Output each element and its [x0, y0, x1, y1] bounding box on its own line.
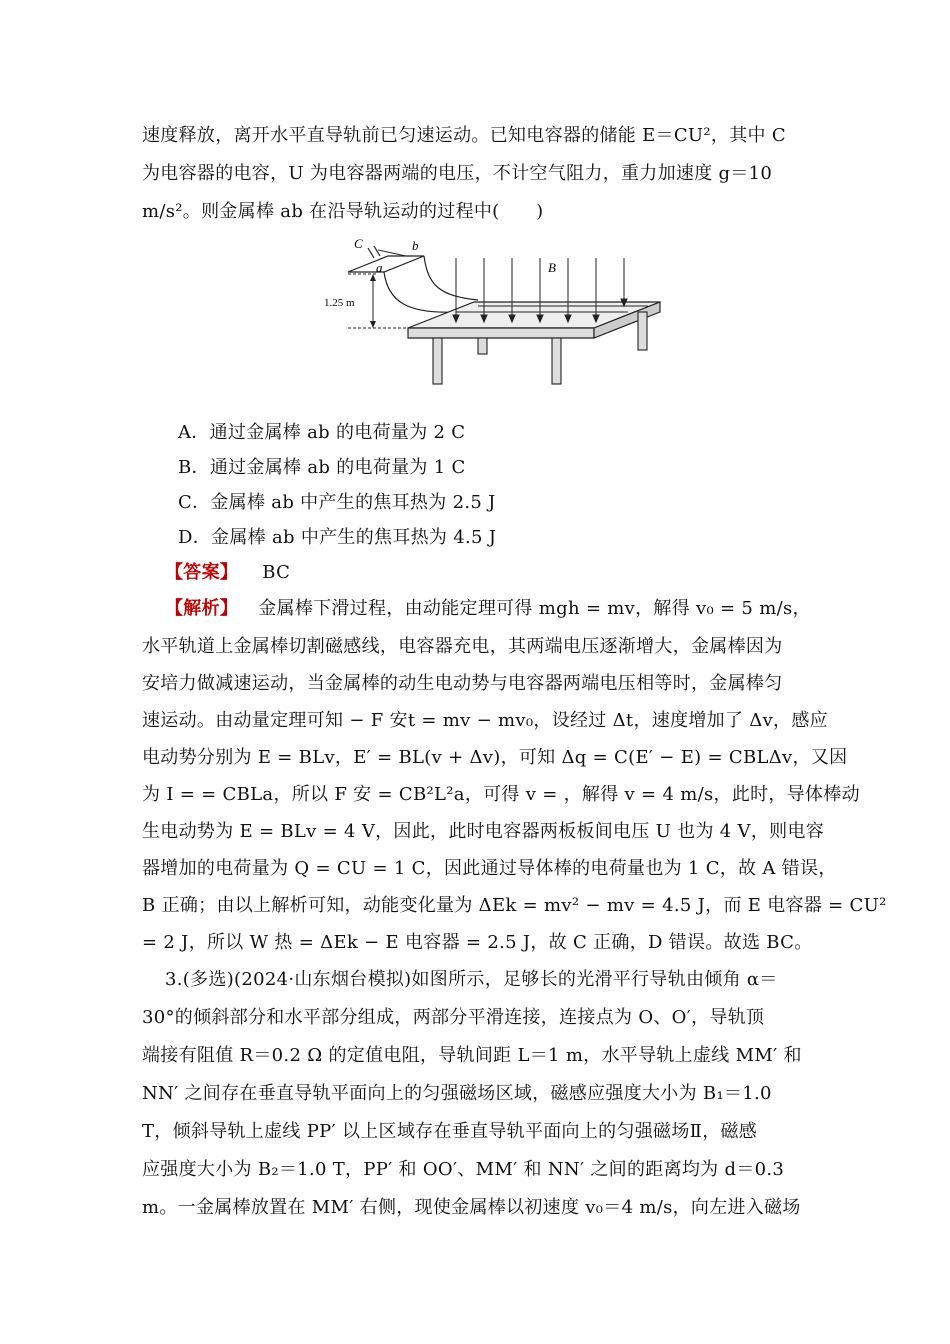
curved-track-back: [424, 256, 478, 300]
analysis-tag: 【解析】: [165, 598, 239, 619]
analysis-line-6: 为 I = = CBLa，所以 F 安 = CB²L²a，可得 v = ，解得 v = 4 m/s，此时，导体棒动: [142, 784, 860, 805]
analysis-line-7: 生电动势为 E = BLv = 4 V，因此，此时电容器两板板间电压 U 也为 4 V，则电容: [142, 821, 825, 842]
table-leg-4: [638, 312, 647, 350]
intro-line-1: 速度释放，离开水平直导轨前已匀速运动。已知电容器的储能 E＝CU²，其中 C: [142, 125, 786, 146]
height-arrow-head-down: [370, 321, 376, 328]
capacitor-plate-2: [374, 246, 380, 256]
question3-line-2: 30°的倾斜部分和水平部分组成，两部分平滑连接，连接点为 O、O′，导轨顶: [142, 1007, 765, 1028]
question3-line-3: 端接有阻值 R＝0.2 Ω 的定值电阻，导轨间距 L＝1 m，水平导轨上虚线 MM′ 和: [142, 1045, 802, 1066]
analysis-line-1: [165, 597, 835, 621]
top-platform: [348, 256, 424, 272]
analysis-line-5: 电动势分别为 E = BLv，E′ = BL(v + Δv)，可知 Δq = C(E′ − E) = CBLΔv，又因: [142, 747, 848, 768]
analysis-line-9: B 正确；由以上解析可知，动能变化量为 ΔEk = mv² − mv = 4.5 J，而 E 电容器 = CU²: [142, 895, 887, 916]
option-c: C．金属棒 ab 中产生的焦耳热为 2.5 J: [178, 492, 496, 513]
answer-tag: 【答案】: [165, 562, 239, 583]
question3-line-1: 3.(多选)(2024·山东烟台模拟)如图所示，足够长的光滑平行导轨由倾角 α＝: [165, 969, 778, 990]
analysis-line-10: = 2 J，所以 W 热 = ΔEk − E 电容器 = 2.5 J，故 C 正确，D 错误。故选 BC。: [142, 932, 813, 953]
answer-line: [165, 561, 835, 585]
label-b: b: [412, 238, 419, 253]
question3-line-7: m。一金属棒放置在 MM′ 右侧，现使金属棒以初速度 v₀＝4 m/s，向左进入磁场: [142, 1197, 801, 1218]
label-c: C: [354, 236, 363, 251]
capacitor-plate-1: [368, 248, 374, 258]
table-leg-3: [552, 338, 561, 384]
question3-line-4: NN′ 之间存在垂直导轨平面向上的匀强磁场区域，磁感应强度大小为 B₁＝1.0: [142, 1083, 772, 1104]
label-field-b: B: [548, 260, 556, 275]
table-front-edge: [408, 328, 594, 338]
option-a: A．通过金属棒 ab 的电荷量为 2 C: [178, 422, 466, 443]
option-d: D．金属棒 ab 中产生的焦耳热为 4.5 J: [178, 527, 497, 548]
answer-value: BC: [262, 562, 291, 583]
analysis-line-2: 水平轨道上金属棒切割磁感线，电容器充电，其两端电压逐渐增大，金属棒因为: [142, 636, 783, 657]
table-leg-1: [433, 338, 442, 384]
question3-line-5: T，倾斜导轨上虚线 PP′ 以上区域存在垂直导轨平面向上的匀强磁场Ⅱ，磁感: [142, 1121, 758, 1142]
question3-line-6: 应强度大小为 B₂＝1.0 T，PP′ 和 OO′、MM′ 和 NN′ 之间的距离均为 d＝0.3: [142, 1159, 785, 1180]
analysis-line-4: 速运动。由动量定理可知 − F 安t = mv − mv₀，设经过 Δt，速度增加了 Δv，感应: [142, 710, 828, 731]
option-b: B．通过金属棒 ab 的电荷量为 1 C: [178, 457, 466, 478]
height-label: 1.25 m: [324, 297, 355, 309]
label-a: a: [376, 260, 383, 275]
analysis-line-3: 安培力做减速运动，当金属棒的动生电动势与电容器两端电压相等时，金属棒匀: [142, 673, 783, 694]
capacitor-wire: [378, 250, 406, 256]
table-leg-2: [478, 338, 487, 354]
intro-line-3: m/s²。则金属棒 ab 在沿导轨运动的过程中( ): [142, 201, 544, 222]
analysis-line-8: 器增加的电荷量为 Q = CU = 1 C，因此通过导体棒的电荷量也为 1 C，故 A 错误，: [142, 858, 837, 879]
height-arrow-head-up: [370, 274, 376, 281]
rail-capacitor-figure: [318, 232, 668, 390]
analysis-text-1: 金属棒下滑过程，由动能定理可得 mgh = mv，解得 v₀ = 5 m/s，: [258, 598, 811, 619]
intro-line-2: 为电容器的电容，U 为电容器两端的电压，不计空气阻力，重力加速度 g＝10: [142, 163, 773, 184]
